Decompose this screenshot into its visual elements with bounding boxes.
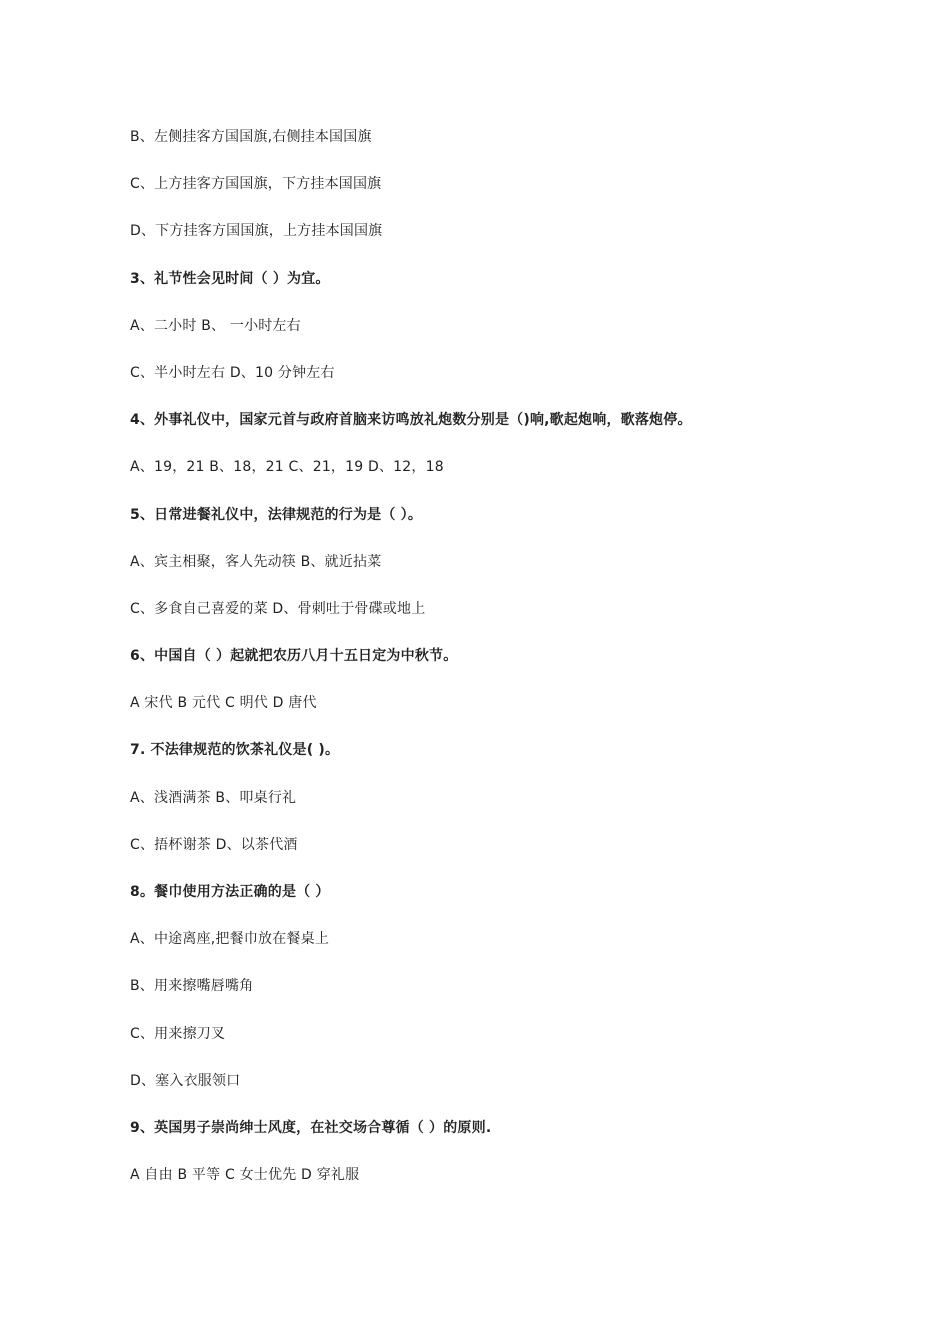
- option-line: B、用来擦嘴唇嘴角: [130, 978, 254, 995]
- option-line: A、19，21 B、18，21 C、21，19 D、12，18: [130, 459, 444, 476]
- option-line: A 自由 B 平等 C 女士优先 D 穿礼服: [130, 1167, 360, 1184]
- option-line: D、下方挂客方国国旗，上方挂本国国旗: [130, 223, 383, 240]
- option-line: C、半小时左右 D、10 分钟左右: [130, 364, 335, 381]
- question-line: 3、礼节性会见时间（ ）为宜。: [130, 270, 330, 287]
- option-line: A、中途离座,把餐巾放在餐桌上: [130, 931, 330, 948]
- option-line: D、塞入衣服领口: [130, 1072, 241, 1089]
- option-line: C、上方挂客方国国旗，下方挂本国国旗: [130, 176, 382, 193]
- option-line: C、多食自己喜爱的菜 D、骨刺吐于骨碟或地上: [130, 600, 426, 617]
- question-line: 8。餐巾使用方法正确的是（ ）: [130, 884, 330, 900]
- question-line: 7. 不法律规范的饮茶礼仪是( )。: [130, 742, 340, 759]
- question-list: [130, 126, 850, 1211]
- question-line: 9、英国男子崇尚绅士风度，在社交场合尊循（ ）的原则.: [130, 1119, 492, 1136]
- question-line: 6、中国自（ ）起就把农历八月十五日定为中秋节。: [130, 648, 458, 665]
- option-line: B、左侧挂客方国国旗,右侧挂本国国旗: [130, 129, 372, 145]
- option-line: A、二小时 B、 一小时左右: [130, 317, 301, 334]
- option-line: A、浅酒满茶 B、叩桌行礼: [130, 789, 297, 806]
- option-line: A、宾主相聚，客人先动筷 B、就近拈菜: [130, 553, 382, 570]
- question-line: 4、外事礼仪中，国家元首与政府首脑来访鸣放礼炮数分别是（)响,歌起炮响，歌落炮停。: [130, 412, 692, 429]
- option-line: C、捂杯谢茶 D、以茶代酒: [130, 836, 298, 853]
- option-line: A 宋代 B 元代 C 明代 D 唐代: [130, 695, 317, 712]
- question-line: 5、日常进餐礼仪中，法律规范的行为是（ ）。: [130, 506, 423, 523]
- option-line: C、用来擦刀叉: [130, 1025, 226, 1042]
